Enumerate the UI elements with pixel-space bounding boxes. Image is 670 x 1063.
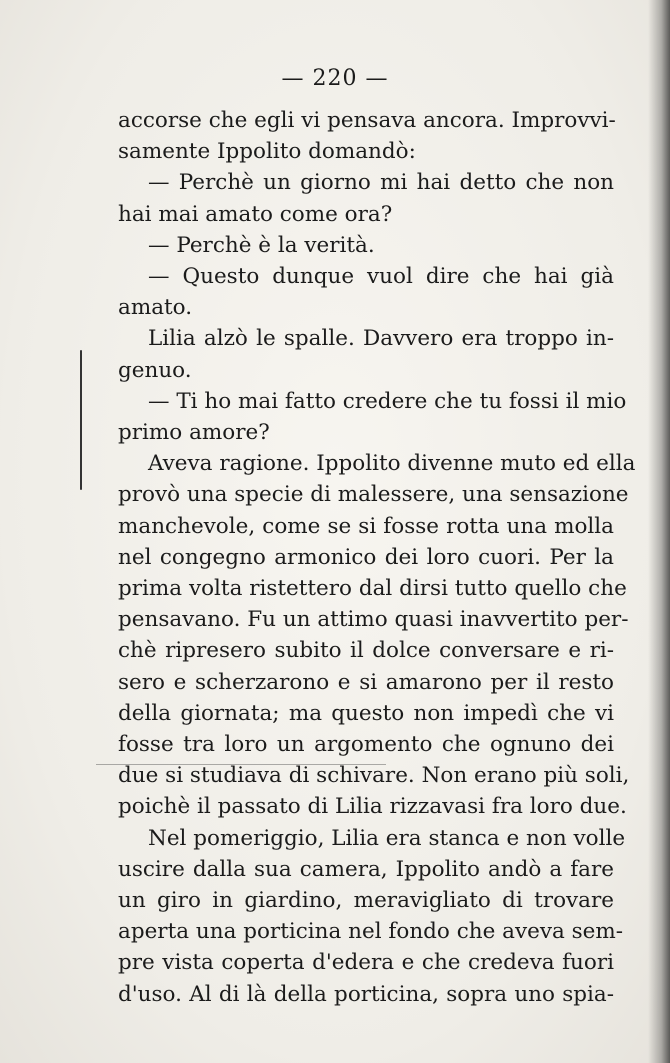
text-line: aperta una porticina nel fondo che aveva sem- bbox=[118, 919, 624, 945]
text-line: — Questo dunque vuol dire che hai già bbox=[148, 264, 614, 290]
text-line: Aveva ragione. Ippolito divenne muto ed ella bbox=[148, 451, 636, 477]
margin-pencil-mark bbox=[80, 350, 82, 490]
text-line: samente Ippolito domandò: bbox=[118, 139, 416, 165]
text-line: amato. bbox=[118, 295, 193, 321]
text-line: Lilia alzò le spalle. Davvero era troppo in- bbox=[148, 326, 614, 352]
text-line: sero e scherzarono e si amarono per il resto bbox=[118, 669, 614, 695]
pencil-underline bbox=[96, 764, 386, 765]
page-number: — 220 — bbox=[281, 66, 389, 91]
text-line: genuo. bbox=[118, 357, 192, 383]
text-line: — Ti ho mai fatto credere che tu fossi il mio bbox=[148, 388, 627, 414]
text-line: poichè il passato di Lilia rizzavasi fra loro due. bbox=[118, 794, 627, 820]
text-line: della giornata; ma questo non impedì che vi bbox=[118, 700, 614, 726]
text-line: un giro in giardino, meravigliato di trovare bbox=[118, 888, 614, 914]
text-line: Nel pomeriggio, Lilia era stanca e non volle bbox=[148, 825, 626, 851]
text-line: pre vista coperta d'edera e che credeva fuori bbox=[118, 950, 614, 976]
text-line: hai mai amato come ora? bbox=[118, 201, 393, 227]
text-line: accorse che egli vi pensava ancora. Improvvi- bbox=[118, 108, 616, 133]
body-text bbox=[118, 105, 636, 1010]
text-line: due si studiava di schivare. Non erano più soli, bbox=[118, 763, 630, 789]
text-line: pensavano. Fu un attimo quasi inavvertito per- bbox=[118, 607, 629, 633]
text-line: prima volta ristettero dal dirsi tutto quello che bbox=[118, 576, 627, 602]
text-line: — Perchè è la verità. bbox=[148, 232, 375, 258]
text-line: chè ripresero subito il dolce conversare e ri- bbox=[118, 638, 614, 664]
text-line: provò una specie di malessere, una sensazione bbox=[118, 482, 629, 508]
text-line: manchevole, come se si fosse rotta una molla bbox=[118, 513, 614, 539]
text-line: — Perchè un giorno mi hai detto che non bbox=[148, 170, 614, 196]
text-line: fosse tra loro un argomento che ognuno dei bbox=[118, 732, 614, 758]
page-edge-shadow bbox=[648, 0, 670, 1063]
text-line: primo amore? bbox=[118, 420, 270, 446]
text-line: nel congegno armonico dei loro cuori. Per la bbox=[118, 544, 614, 570]
text-line: d'uso. Al di là della porticina, sopra uno spia- bbox=[118, 981, 614, 1007]
text-line: uscire dalla sua camera, Ippolito andò a fare bbox=[118, 856, 614, 882]
